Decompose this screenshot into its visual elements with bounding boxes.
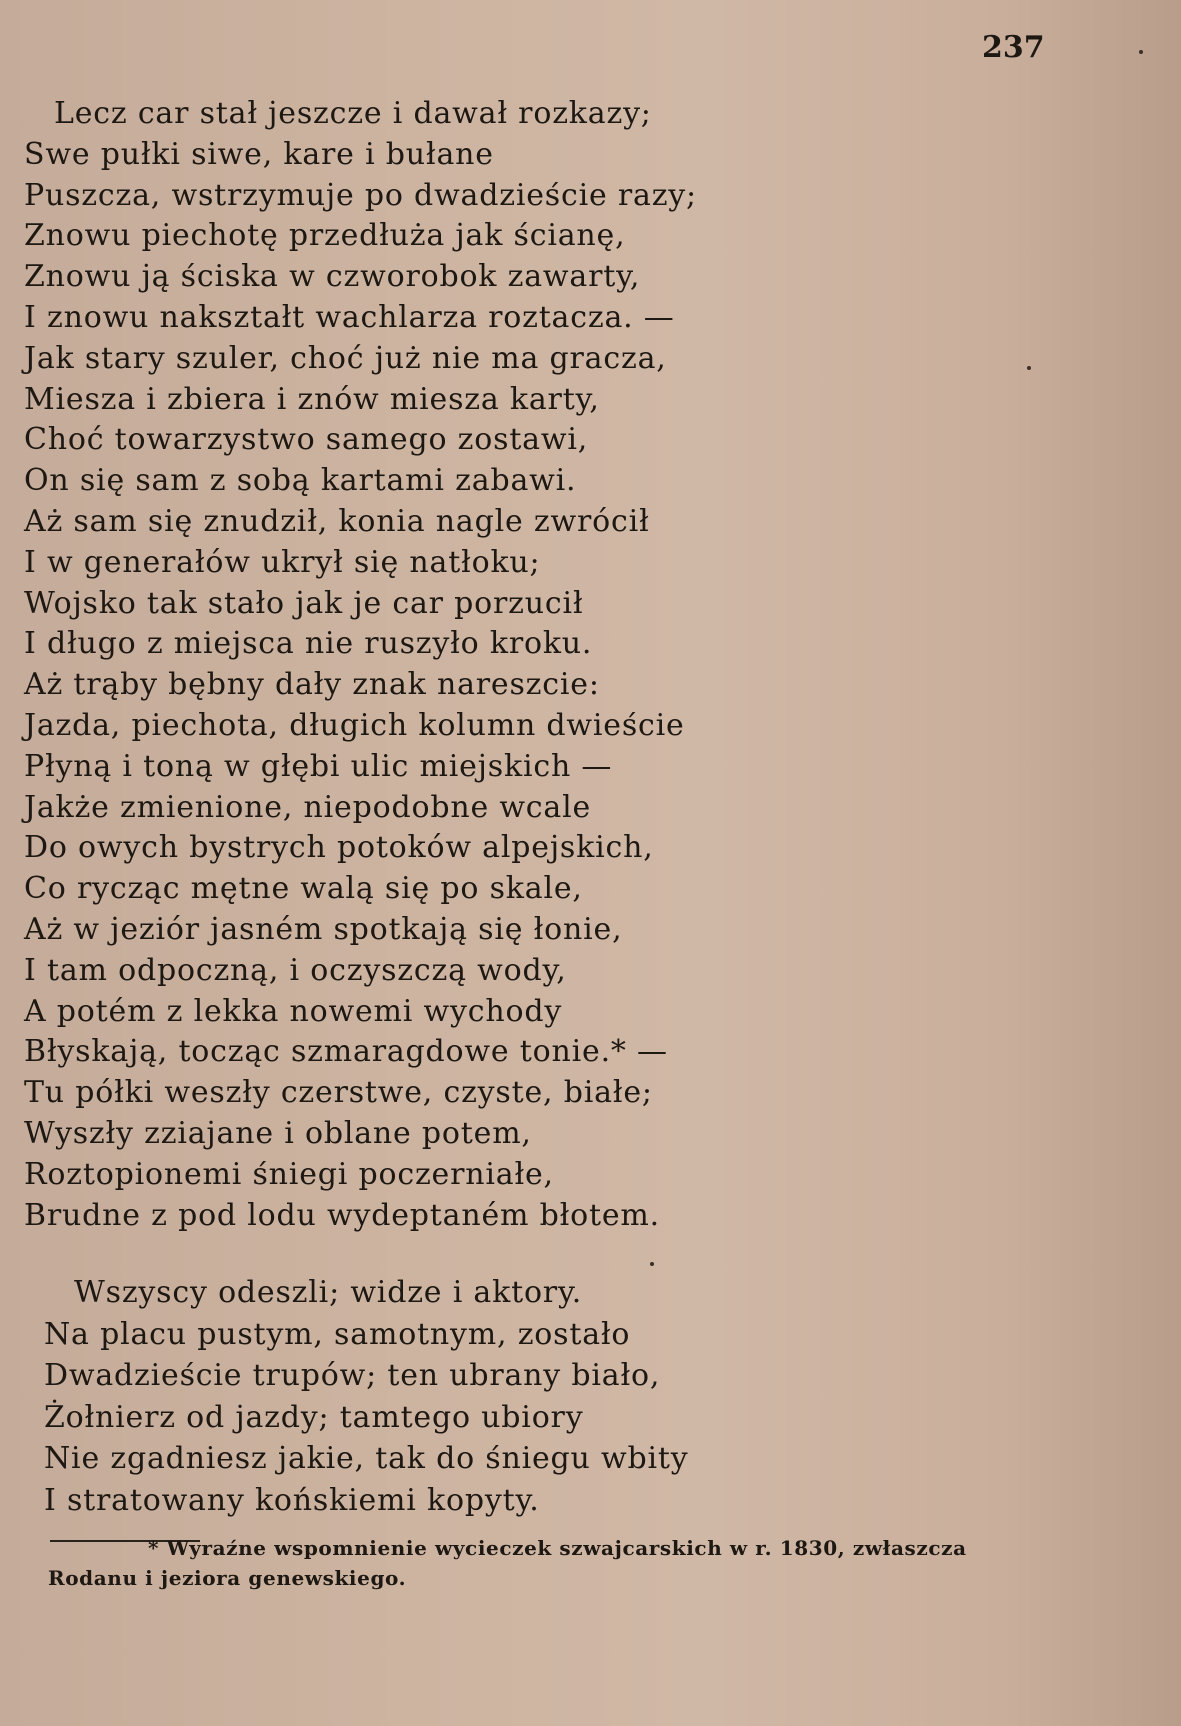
verse-line: Aż w jeziór jasném spotkają się łonie, [24,911,623,947]
verse-line: Dwadzieście trupów; ten ubrany biało, [44,1358,661,1394]
stanza-2 [24,1272,724,1522]
verse-line: Choć towarzystwo samego zostawi, [24,422,589,458]
verse-line: Roztopionemi śniegi poczerniałe, [24,1156,554,1192]
verse-line: Do owych bystrych potoków alpejskich, [24,830,654,866]
verse-line: Płyną i toną w głębi ulic miejskich — [24,748,613,784]
verse-line: Wojsko tak stało jak je car porzucił [24,585,584,621]
verse-line: Tu półki weszły czerstwe, czyste, białe; [24,1075,653,1111]
verse-line: Miesza i zbiera i znów miesza karty, [24,381,600,417]
verse-line: On się sam z sobą kartami zabawi. [24,463,577,499]
verse-line: Wszyscy odeszli; widze i aktory. [74,1275,583,1310]
verse-line: Na placu pustym, samotnym, zostało [44,1316,631,1352]
verse-line: Co rycząc mętne walą się po skale, [24,871,583,907]
verse-line: Znowu ją ściska w czworobok zawarty, [24,259,641,295]
verse-line: Lecz car stał jeszcze i dawał rozkazy; [54,96,652,131]
verse-line: I w generałów ukrył się natłoku; [24,544,541,580]
verse-line: Jakże zmienione, niepodobne wcale [24,789,592,825]
verse-line: Aż sam się znudził, konia nagle zwrócił [24,503,650,539]
verse-line: Wyszły zziajane i oblane potem, [24,1115,532,1151]
verse-line: Jazda, piechota, długich kolumn dwieście [24,707,685,743]
footnote-line: Rodanu i jeziora genewskiego. [48,1566,407,1590]
verse-line: I tam odpoczną, i oczyszczą wody, [24,952,567,988]
verse-line: A potém z lekka nowemi wychody [24,993,563,1029]
verse-line: Brudne z pod lodu wydeptaném błotem. [24,1197,660,1233]
verse-line: Jak stary szuler, choć już nie ma gracza, [24,340,667,376]
verse-line: Błyskają, tocząc szmaragdowe tonie.* — [24,1034,668,1070]
footnote-line: * Wyraźne wspomnienie wycieczek szwajcarskich w r. 1830, zwłaszcza [148,1536,967,1560]
verse-line: Puszcza, wstrzymuje po dwadzieście razy; [24,177,697,213]
verse-line: I stratowany końskiemi kopyty. [44,1482,540,1518]
paper-speck [1139,50,1143,54]
paper-speck [1027,366,1031,370]
footnote [48,1533,1078,1593]
verse-line: Nie zgadniesz jakie, tak do śniegu wbity [44,1441,689,1477]
verse-line: Żołnierz od jazdy; tamtego ubiory [44,1399,584,1435]
stanza-1 [24,94,724,1236]
verse-line: Swe pułki siwe, kare i bułane [24,136,494,172]
page-number: 237 [982,30,1045,65]
verse-line: Aż trąby bębny dały znak nareszcie: [24,667,600,703]
verse-line: I długo z miejsca nie ruszyło kroku. [24,626,593,662]
paper-speck [650,1262,654,1266]
verse-line: I znowu nakształt wachlarza roztacza. — [24,299,675,335]
verse-line: Znowu piechotę przedłuża jak ścianę, [24,218,626,254]
